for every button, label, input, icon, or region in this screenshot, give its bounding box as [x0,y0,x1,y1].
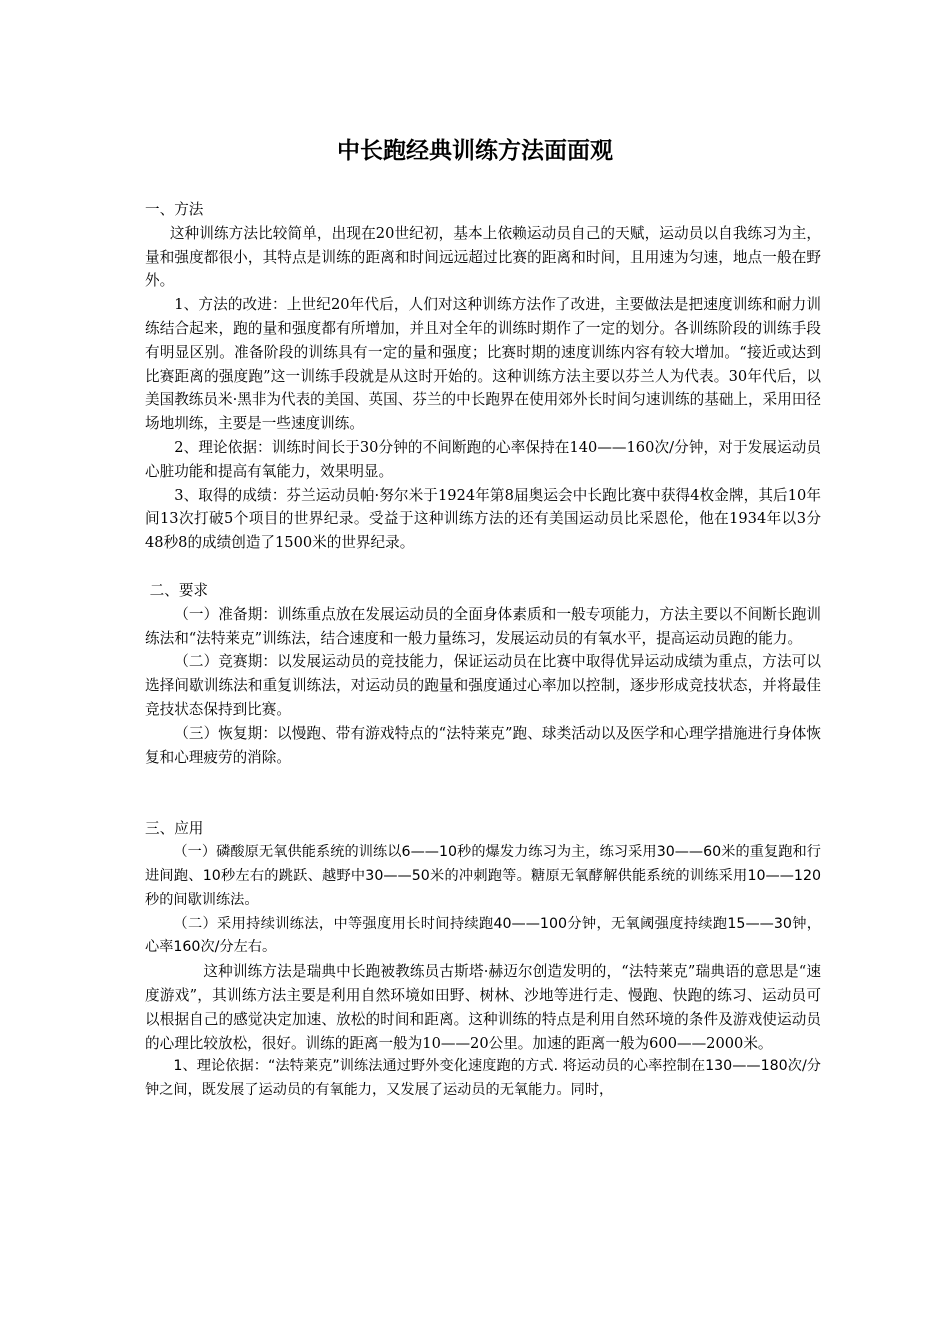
paragraph: 这种训练方法比较简单，出现在20世纪初，基本上依赖运动员自己的天赋，运动员以自我练习为主，量和强度都很小，其特点是训练的距离和时间远远超过比赛的距离和时间，且用速为匀速，地点一般在野外。 [145,224,821,290]
paragraph: 3、取得的成绩：芬兰运动员帕·努尔米于1924年第8届奥运会中长跑比赛中获得4枚金牌，其后10年间13次打破5个项目的世界纪录。受益于这种训练方法的还有美国运动员比采恩伦，他在1934年以3分48秒8的成绩创造了1500米的世界纪录。 [145,486,821,552]
paragraph: （一）准备期：训练重点放在发展运动员的全面身体素质和一般专项能力，方法主要以不间断长跑训练法和“法特莱克”训练法，结合速度和一般力量练习，发展运动员的有氧水平，提高运动员跑的能力。 [145,605,821,647]
paragraph: （二）采用持续训练法，中等强度用长时间持续跑40——100分钟，无氧阈强度持续跑15——30钟，心率160次/分左右。 [145,915,821,956]
spacer [145,555,821,579]
spacer [145,769,821,817]
paragraph: （一）磷酸原无氧供能系统的训练以6——10秒的爆发力练习为主，练习采用30——60米的重复跑和行进间跑、10秒左右的跳跃、越野中30——50米的冲刺跑等。糖原无氧酵解供能系统的训练采用10——120秒的间歇训练法。 [145,844,821,908]
paragraph: （三）恢复期：以慢跑、带有游戏特点的“法特莱克”跑、球类活动以及医学和心理学措施进行身体恢复和心理疲劳的消除。 [145,724,821,766]
paragraph: 1、方法的改进：上世纪20年代后，人们对这种训练方法作了改进，主要做法是把速度训练和耐力训练结合起来，跑的量和强度都有所增加，并且对全年的训练时期作了一定的划分。各训练阶段的训练手段有明显区别。准备阶段的训练具有一定的量和强度；比赛时期的速度训练内容有较大增加。“接近或达到比赛距离的强度跑”这一训练手段就是从这时开始的。这种训练方法主要以芬兰人为代表。30年代后，以美国教练员米·黑非为代表的美国、英国、芬兰的中长跑界在使用郊外长时间匀速训练的基础上，采用田径场地圳练，主要是一些速度训练。 [145,296,821,433]
paragraph: （二）竞赛期：以发展运动员的竞技能力，保证运动员在比赛中取得优异运动成绩为重点，方法可以选择间歇训练法和重复训练法，对运动员的跑量和强度通过心率加以控制，逐步形成竞技状态，并将最佳竞技状态保持到比赛。 [145,653,821,718]
paragraph: 1、理论依据：“法特莱克”训练法通过野外变化速度跑的方式. 将运动员的心率控制在130——180次/分钟之间，既发展了运动员的有氧能力，又发展了运动员的无氧能力。同时， [145,1058,821,1099]
paragraph: 这种训练方法是瑞典中长跑被教练员古斯塔·赫迈尔创造发明的，“法特莱克”瑞典语的意思是“速度游戏”，其训练方法主要是利用自然环境如田野、树林、沙地等进行走、慢跑、快跑的练习、运动员可以根据自己的感觉决定加速、放松的时间和距离。这种训练的特点是利用自然环境的条件及游戏使运动员的心理比较放松，很好。训练的距离一般为10——20公里。加速的距离一般为600——2000米。 [145,963,821,1052]
document-body [145,198,821,1103]
paragraph: 2、理论依据：训练时间长于30分钟的不间断跑的心率保持在140——160次/分钟，对于发展运动员心脏功能和提高有氧能力，效果明显。 [145,438,821,480]
section-heading-application: 三、应用 [145,820,204,838]
section-heading-method: 一、方法 [145,201,204,218]
document-title: 中长跑经典训练方法面面观 [337,137,613,164]
section-heading-requirements: 二、要求 [145,581,209,599]
